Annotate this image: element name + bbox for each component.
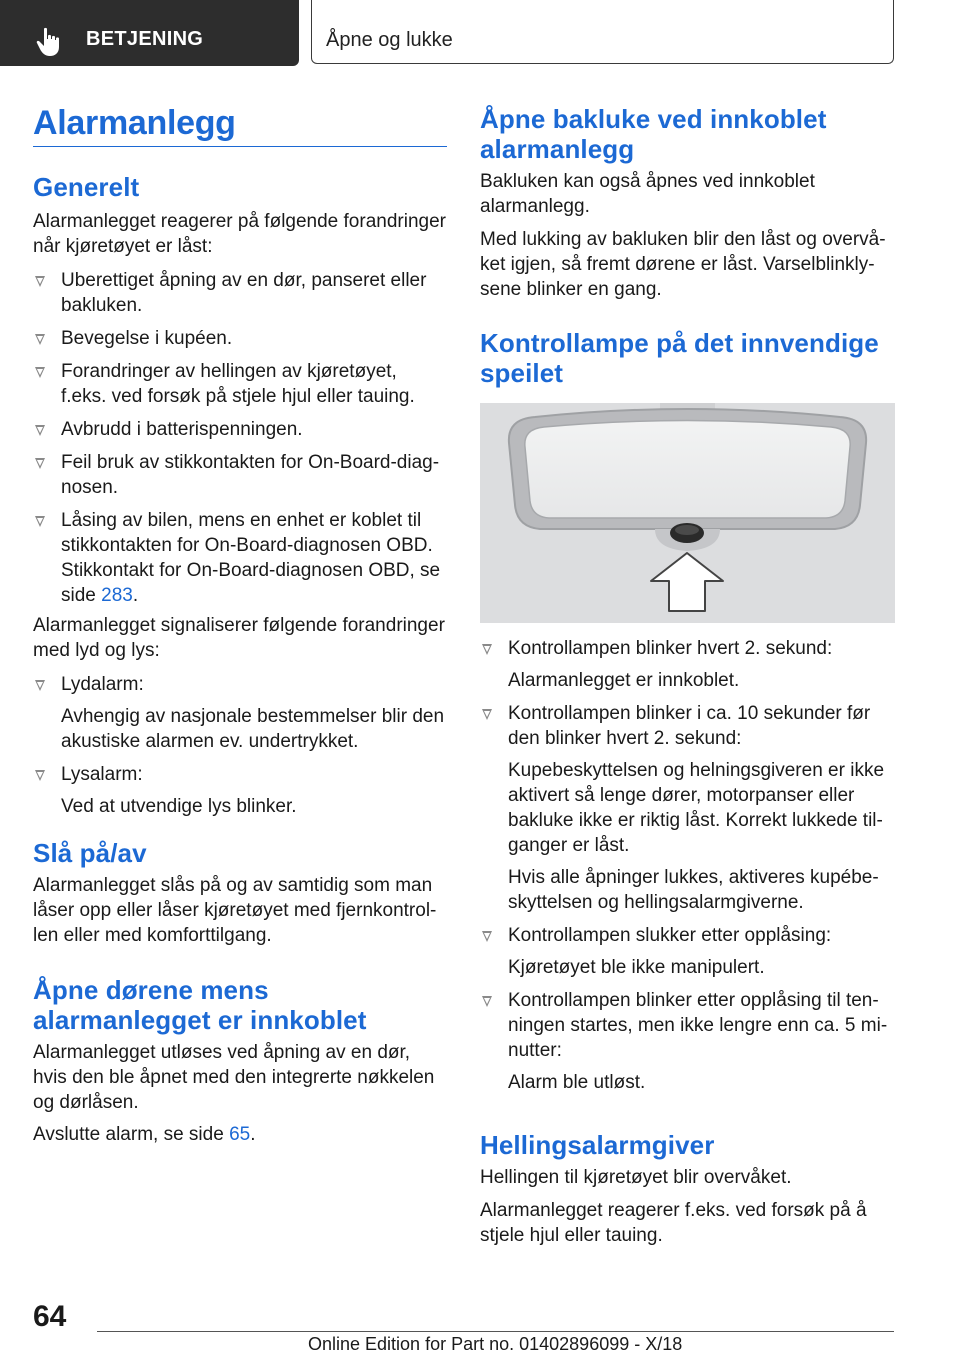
helling-p1: Hellingen til kjøretøyet blir overvåket. xyxy=(480,1167,792,1188)
kontrollampe-section xyxy=(480,328,895,388)
list-item: Lydalarm: Avhengig av nasjonale bestemmelser blir den akustiske alarmen ev. undertrykket. xyxy=(33,672,447,754)
title-divider xyxy=(33,146,447,147)
section-tab xyxy=(0,0,299,66)
bullet-triangle-icon xyxy=(35,334,45,345)
helling-section xyxy=(480,1130,895,1248)
list-item: Kontrollampen blinker etter opplåsing til tenningen startes, men ikke lengre enn ca. 5 minutter: Alarm ble utløst. xyxy=(480,988,895,1095)
section-label: BETJENING xyxy=(86,28,204,50)
list-item: Låsing av bilen, mens en enhet er koblet til stikkontakten for On-Board-diagnosen OBD. Stikkontakt for On-Board-diagnosen OBD, se side 283. xyxy=(33,508,447,608)
bullet-triangle-icon xyxy=(482,996,492,1007)
page-number: 64 xyxy=(33,1300,67,1333)
chapter-label: Åpne og lukke xyxy=(326,29,453,51)
list-item: Forandringer av hellingen av kjøretøyet, f.eks. ved forsøk på stjele hjul eller tauing. xyxy=(33,359,447,409)
signal-text: Alarmanlegget signaliserer følgende forandringer med lyd og lys: xyxy=(33,615,445,661)
generelt-list xyxy=(33,268,447,608)
bakluke-p1: Bakluken kan også åpnes ved innkoblet alarmanlegg. xyxy=(480,171,815,217)
helling-heading: Hellingsalarmgiver xyxy=(480,1130,715,1160)
page-title: Alarmanlegg xyxy=(33,104,236,142)
list-item: Uberettiget åpning av en dør, panseret eller bakluken. xyxy=(33,268,447,318)
bullet-triangle-icon xyxy=(35,367,45,378)
bakluke-p2: Med lukking av bakluken blir den låst og overvåket igjen, så fremt dørene er låst. Varselblinklysene blinker en gang. xyxy=(480,229,886,300)
footer-divider xyxy=(97,1331,894,1332)
list-item: Kontrollampen blinker hvert 2. sekund: Alarmanlegget er innkoblet. xyxy=(480,636,895,693)
interior-mirror-illustration xyxy=(480,403,895,623)
chapter-tab xyxy=(311,0,894,64)
generelt-section xyxy=(33,172,447,827)
signal-list xyxy=(33,672,447,819)
bakluke-heading: Åpne bakluke ved innkoblet alarmanlegg xyxy=(480,104,827,164)
list-item: Bevegelse i kupéen. xyxy=(33,326,447,351)
slaa-text: Alarmanlegget slås på og av samtidig som man låser opp eller låser kjøretøyet med fjernkontrollen eller med komforttilgang. xyxy=(33,875,437,946)
bullet-triangle-icon xyxy=(35,516,45,527)
kontrollampe-list-block xyxy=(480,636,895,1103)
kontrollampe-heading: Kontrollampe på det innvendige speilet xyxy=(480,328,879,388)
apne-dorene-text: Alarmanlegget utløses ved åpning av en dør, hvis den ble åpnet med den integrerte nøkkelen og dørlåsen. xyxy=(33,1042,435,1113)
list-item: Avbrudd i batterispenningen. xyxy=(33,417,447,442)
bullet-triangle-icon xyxy=(482,644,492,655)
list-item: Kontrollampen slukker etter opplåsing: Kjøretøyet ble ikke manipulert. xyxy=(480,923,895,980)
bullet-triangle-icon xyxy=(35,425,45,436)
apne-dorene-heading: Åpne dørene mens alarmanlegget er innkoblet xyxy=(33,975,367,1035)
avslutte-text: Avslutte alarm, se side 65. xyxy=(33,1124,256,1145)
kontrollampe-list xyxy=(480,636,895,1095)
hand-pointer-icon xyxy=(34,27,68,57)
bullet-triangle-icon xyxy=(482,709,492,720)
list-item: Lysalarm: Ved at utvendige lys blinker. xyxy=(33,762,447,819)
slaa-heading: Slå på/av xyxy=(33,838,147,868)
bullet-triangle-icon xyxy=(482,931,492,942)
bullet-triangle-icon xyxy=(35,458,45,469)
bullet-triangle-icon xyxy=(35,276,45,287)
list-item: Kontrollampen blinker i ca. 10 sekunder før den blinker hvert 2. sekund: Kupebeskyttelsen og helningsgiveren er ikke aktivert så lenge dører, motorpanser eller bakluke ikke er riktig låst. Korrekt lukkede tilganger er låst. Hvis alle åpninger lukkes, aktiveres kupébeskyttelsen og hellingsalarmgiverne. xyxy=(480,701,895,915)
bakluke-section xyxy=(480,104,895,302)
helling-p2: Alarmanlegget reagerer f.eks. ved forsøk på å stjele hjul eller tauing. xyxy=(480,1200,867,1246)
generelt-heading: Generelt xyxy=(33,172,140,202)
bullet-triangle-icon xyxy=(35,680,45,691)
slaa-section xyxy=(33,838,447,948)
apne-dorene-section xyxy=(33,975,447,1147)
page-link-65[interactable]: 65 xyxy=(229,1124,251,1145)
generelt-intro: Alarmanlegget reagerer på følgende forandringer når kjøretøyet er låst: xyxy=(33,211,446,257)
bullet-triangle-icon xyxy=(35,770,45,781)
page-link-283[interactable]: 283 xyxy=(101,585,133,606)
footer-edition: Online Edition for Part no. 01402896099 - X/18 xyxy=(308,1334,683,1354)
list-item: Feil bruk av stikkontakten for On-Board-diagnosen. xyxy=(33,450,447,500)
mirror-image xyxy=(480,403,895,623)
